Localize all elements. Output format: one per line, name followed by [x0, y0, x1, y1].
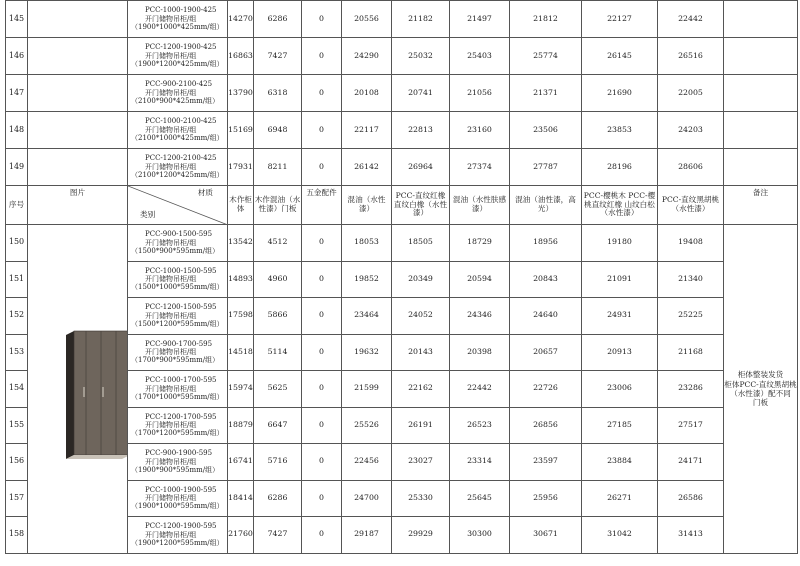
row-remark	[724, 112, 798, 149]
row-seq: 146	[6, 38, 28, 75]
product-spec	[128, 407, 228, 444]
spec-line: PCC-1000-1500-595	[145, 266, 217, 275]
spec-line: （2100*1000*425mm/组）	[131, 134, 224, 143]
price-value: 27517	[658, 407, 724, 444]
price-value: 0	[302, 1, 342, 38]
price-value: 20398	[450, 334, 510, 371]
header-pcc-cherry-oak: PCC-樱桃木 PCC-樱桃直纹红橡 山纹白松（水性漆）	[582, 186, 658, 225]
price-value: 23853	[582, 112, 658, 149]
row-image	[28, 149, 128, 186]
spec-line: 开门储物吊柜/组	[145, 457, 197, 466]
price-sheet	[5, 0, 797, 562]
product-spec	[128, 298, 228, 335]
remark-line: 门板	[752, 397, 769, 407]
price-value: 25526	[342, 407, 392, 444]
remark-line: 柜体PCC-直纹黑胡桃	[724, 379, 797, 389]
price-value: 0	[302, 261, 342, 298]
spec-line: PCC-900-1900-595	[145, 449, 213, 458]
price-value: 26271	[582, 480, 658, 517]
price-value: 21760	[228, 517, 254, 554]
row-seq: 157	[6, 480, 28, 517]
price-value: 22127	[582, 1, 658, 38]
row-seq: 145	[6, 1, 28, 38]
price-value: 24640	[510, 298, 582, 335]
price-value: 30671	[510, 517, 582, 554]
price-value: 0	[302, 225, 342, 262]
price-value: 22442	[450, 371, 510, 408]
price-value: 21168	[658, 334, 724, 371]
spec-line: （1700*1200*595mm/组）	[131, 429, 224, 438]
spec-line: 开门储物吊柜/组	[145, 14, 197, 23]
wardrobe-cabinet-image	[28, 287, 128, 487]
spec-line: PCC-1200-1900-595	[145, 522, 217, 531]
price-value: 24203	[658, 112, 724, 149]
price-value: 5625	[254, 371, 302, 408]
price-value: 22117	[342, 112, 392, 149]
row-seq: 150	[6, 225, 28, 262]
price-value: 0	[302, 112, 342, 149]
remark-cell	[724, 225, 798, 554]
price-value: 14893	[228, 261, 254, 298]
row-seq: 151	[6, 261, 28, 298]
header-pcc-straight-red-oak: PCC-直纹红橡直纹白橡（水性漆）	[392, 186, 450, 225]
price-value: 18053	[342, 225, 392, 262]
price-value: 20108	[342, 75, 392, 112]
price-value: 21497	[450, 1, 510, 38]
spec-line: PCC-1000-1900-595	[145, 485, 217, 494]
spec-line: PCC-1000-2100-425	[145, 117, 217, 126]
price-value: 20594	[450, 261, 510, 298]
spec-line: （1500*1200*595mm/组）	[131, 319, 224, 328]
spec-line: PCC-1200-1900-425	[145, 43, 217, 52]
product-spec	[128, 480, 228, 517]
price-value: 7427	[254, 38, 302, 75]
price-value: 31042	[582, 517, 658, 554]
header-seq: 序号	[6, 186, 28, 225]
spec-line: 开门储物吊柜/组	[145, 530, 197, 539]
header-hardware: 五金配件	[302, 186, 342, 225]
price-value: 20913	[582, 334, 658, 371]
price-value: 24052	[392, 298, 450, 335]
spec-line: 开门储物吊柜/组	[145, 494, 197, 503]
price-value: 25330	[392, 480, 450, 517]
spec-line: PCC-1000-1700-595	[145, 376, 217, 385]
price-value: 23884	[582, 444, 658, 481]
header-material-category	[128, 186, 228, 225]
price-value: 15169	[228, 112, 254, 149]
price-value: 24931	[582, 298, 658, 335]
price-value: 17598	[228, 298, 254, 335]
price-value: 5114	[254, 334, 302, 371]
product-spec	[128, 371, 228, 408]
price-value: 27374	[450, 149, 510, 186]
table-row	[6, 112, 798, 149]
remark-line: 柜体整装发货	[737, 370, 784, 380]
row-seq: 147	[6, 75, 28, 112]
price-value: 4512	[254, 225, 302, 262]
price-value: 23160	[450, 112, 510, 149]
price-value: 25956	[510, 480, 582, 517]
price-value: 16741	[228, 444, 254, 481]
price-value: 21690	[582, 75, 658, 112]
product-spec	[128, 149, 228, 186]
price-value: 6948	[254, 112, 302, 149]
spec-line: 开门储物吊柜/组	[145, 125, 197, 134]
product-spec	[128, 1, 228, 38]
row-seq: 148	[6, 112, 28, 149]
price-value: 26586	[658, 480, 724, 517]
spec-line: 开门储物吊柜/组	[145, 162, 197, 171]
price-value: 6286	[254, 1, 302, 38]
price-value: 19852	[342, 261, 392, 298]
price-value: 20843	[510, 261, 582, 298]
price-value: 18879	[228, 407, 254, 444]
header-image: 图片	[28, 186, 128, 225]
price-value: 17931	[228, 149, 254, 186]
price-value: 26142	[342, 149, 392, 186]
price-value: 0	[302, 334, 342, 371]
price-value: 0	[302, 444, 342, 481]
price-value: 29929	[392, 517, 450, 554]
spec-line: （1500*1000*595mm/组）	[131, 283, 224, 292]
price-value: 25645	[450, 480, 510, 517]
spec-line: （1900*1000*425mm/组）	[131, 23, 224, 32]
row-remark	[724, 38, 798, 75]
price-value: 30300	[450, 517, 510, 554]
spec-line: （1900*1200*595mm/组）	[131, 538, 224, 547]
price-value: 7427	[254, 517, 302, 554]
price-value: 20741	[392, 75, 450, 112]
product-spec	[128, 225, 228, 262]
price-value: 31413	[658, 517, 724, 554]
row-seq: 152	[6, 298, 28, 335]
price-value: 26516	[658, 38, 724, 75]
spec-line: PCC-1200-1700-595	[145, 412, 217, 421]
price-value: 21812	[510, 1, 582, 38]
price-value: 26964	[392, 149, 450, 186]
price-value: 14518	[228, 334, 254, 371]
price-value: 23286	[658, 371, 724, 408]
price-value: 0	[302, 517, 342, 554]
table-row	[6, 1, 798, 38]
price-value: 22456	[342, 444, 392, 481]
row-seq: 149	[6, 149, 28, 186]
remark-line: （水性漆）配不同	[730, 388, 791, 398]
price-value: 19632	[342, 334, 392, 371]
table-row	[6, 75, 798, 112]
product-spec	[128, 517, 228, 554]
header-material: 材质	[197, 188, 213, 197]
price-value: 27185	[582, 407, 658, 444]
row-remark	[724, 1, 798, 38]
row-seq: 156	[6, 444, 28, 481]
price-value: 4960	[254, 261, 302, 298]
table-row	[6, 149, 798, 186]
spec-line: （1900*1200*425mm/组）	[131, 60, 224, 69]
product-spec	[128, 261, 228, 298]
header-wood-mix-door: 木作混油（水性漆）门板	[254, 186, 302, 225]
price-value: 21182	[392, 1, 450, 38]
price-value: 0	[302, 298, 342, 335]
spec-line: 开门储物吊柜/组	[145, 348, 197, 357]
price-value: 14270	[228, 1, 254, 38]
product-spec	[128, 112, 228, 149]
row-remark	[724, 149, 798, 186]
spec-line: （1500*900*595mm/组）	[131, 246, 220, 255]
header-remark: 备注	[724, 186, 798, 225]
price-value: 25403	[450, 38, 510, 75]
price-value: 22726	[510, 371, 582, 408]
price-value: 25032	[392, 38, 450, 75]
row-seq: 155	[6, 407, 28, 444]
row-image	[28, 38, 128, 75]
price-value: 22813	[392, 112, 450, 149]
price-value: 22162	[392, 371, 450, 408]
header-wood-body: 木作柜体	[228, 186, 254, 225]
spec-line: （2100*900*425mm/组）	[131, 97, 220, 106]
price-value: 21371	[510, 75, 582, 112]
price-value: 27787	[510, 149, 582, 186]
spec-line: （1900*1000*595mm/组）	[131, 502, 224, 511]
spec-line: 开门储物吊柜/组	[145, 238, 197, 247]
price-value: 18414	[228, 480, 254, 517]
header-mix-oil: 混油（水性漆）	[342, 186, 392, 225]
header-category: 类别	[140, 210, 156, 220]
price-value: 5866	[254, 298, 302, 335]
price-value: 19408	[658, 225, 724, 262]
price-value: 0	[302, 480, 342, 517]
price-value: 24346	[450, 298, 510, 335]
spec-line: 开门储物吊柜/组	[145, 51, 197, 60]
row-seq: 158	[6, 517, 28, 554]
price-value: 0	[302, 407, 342, 444]
price-value: 6286	[254, 480, 302, 517]
price-value: 26191	[392, 407, 450, 444]
table-row	[6, 225, 798, 262]
spec-line: PCC-1000-1900-425	[145, 6, 217, 15]
bottom-rows	[6, 225, 798, 554]
table-row	[6, 38, 798, 75]
product-spec	[128, 75, 228, 112]
price-value: 18956	[510, 225, 582, 262]
spec-line: PCC-900-2100-425	[145, 80, 213, 89]
price-value: 22005	[658, 75, 724, 112]
price-value: 24171	[658, 444, 724, 481]
row-remark	[724, 75, 798, 112]
row-image	[28, 75, 128, 112]
price-value: 16863	[228, 38, 254, 75]
price-value: 24290	[342, 38, 392, 75]
price-value: 26145	[582, 38, 658, 75]
price-value: 13542	[228, 225, 254, 262]
price-value: 23597	[510, 444, 582, 481]
row-seq: 154	[6, 371, 28, 408]
spec-line: PCC-900-1700-595	[145, 339, 213, 348]
price-value: 20657	[510, 334, 582, 371]
price-value: 18729	[450, 225, 510, 262]
header-mix-oil-skin: 混油（水性肤感漆）	[450, 186, 510, 225]
product-spec	[128, 444, 228, 481]
row-image	[28, 112, 128, 149]
price-value: 24700	[342, 480, 392, 517]
price-value: 0	[302, 371, 342, 408]
spec-line: PCC-1200-2100-425	[145, 154, 217, 163]
spec-line: 开门储物吊柜/组	[145, 88, 197, 97]
spec-line: PCC-900-1500-595	[145, 230, 213, 239]
price-value: 6647	[254, 407, 302, 444]
price-value: 13790	[228, 75, 254, 112]
price-value: 0	[302, 38, 342, 75]
header-mix-oil-gloss: 混油（油性漆，高光）	[510, 186, 582, 225]
price-value: 28196	[582, 149, 658, 186]
header-pcc-black-walnut: PCC-直纹黑胡桃（水性漆）	[658, 186, 724, 225]
spec-line: 开门储物吊柜/组	[145, 384, 197, 393]
price-value: 29187	[342, 517, 392, 554]
spec-line: （2100*1200*425mm/组）	[131, 171, 224, 180]
price-value: 20556	[342, 1, 392, 38]
price-value: 25225	[658, 298, 724, 335]
price-value: 23027	[392, 444, 450, 481]
price-value: 21599	[342, 371, 392, 408]
price-value: 23314	[450, 444, 510, 481]
spec-line: PCC-1200-1500-595	[145, 303, 217, 312]
row-image	[28, 1, 128, 38]
price-value: 26523	[450, 407, 510, 444]
price-value: 21091	[582, 261, 658, 298]
product-spec	[128, 38, 228, 75]
product-spec	[128, 334, 228, 371]
price-value: 23006	[582, 371, 658, 408]
price-value: 23464	[342, 298, 392, 335]
price-value: 5716	[254, 444, 302, 481]
price-value: 0	[302, 75, 342, 112]
table-header-row	[6, 186, 798, 225]
price-value: 20349	[392, 261, 450, 298]
spec-line: 开门储物吊柜/组	[145, 275, 197, 284]
price-value: 23506	[510, 112, 582, 149]
price-value: 0	[302, 149, 342, 186]
spec-line: 开门储物吊柜/组	[145, 311, 197, 320]
price-value: 18505	[392, 225, 450, 262]
product-image-cell	[28, 225, 128, 554]
price-value: 19180	[582, 225, 658, 262]
price-value: 25774	[510, 38, 582, 75]
row-seq: 153	[6, 334, 28, 371]
price-value: 15974	[228, 371, 254, 408]
price-table	[5, 0, 798, 554]
price-value: 8211	[254, 149, 302, 186]
price-value: 22442	[658, 1, 724, 38]
spec-line: （1700*900*595mm/组）	[131, 356, 220, 365]
price-value: 21056	[450, 75, 510, 112]
spec-line: （1900*900*595mm/组）	[131, 465, 220, 474]
price-value: 26856	[510, 407, 582, 444]
price-value: 20143	[392, 334, 450, 371]
spec-line: 开门储物吊柜/组	[145, 421, 197, 430]
price-value: 6318	[254, 75, 302, 112]
price-value: 28606	[658, 149, 724, 186]
spec-line: （1700*1000*595mm/组）	[131, 392, 224, 401]
top-rows	[6, 1, 798, 186]
price-value: 21340	[658, 261, 724, 298]
